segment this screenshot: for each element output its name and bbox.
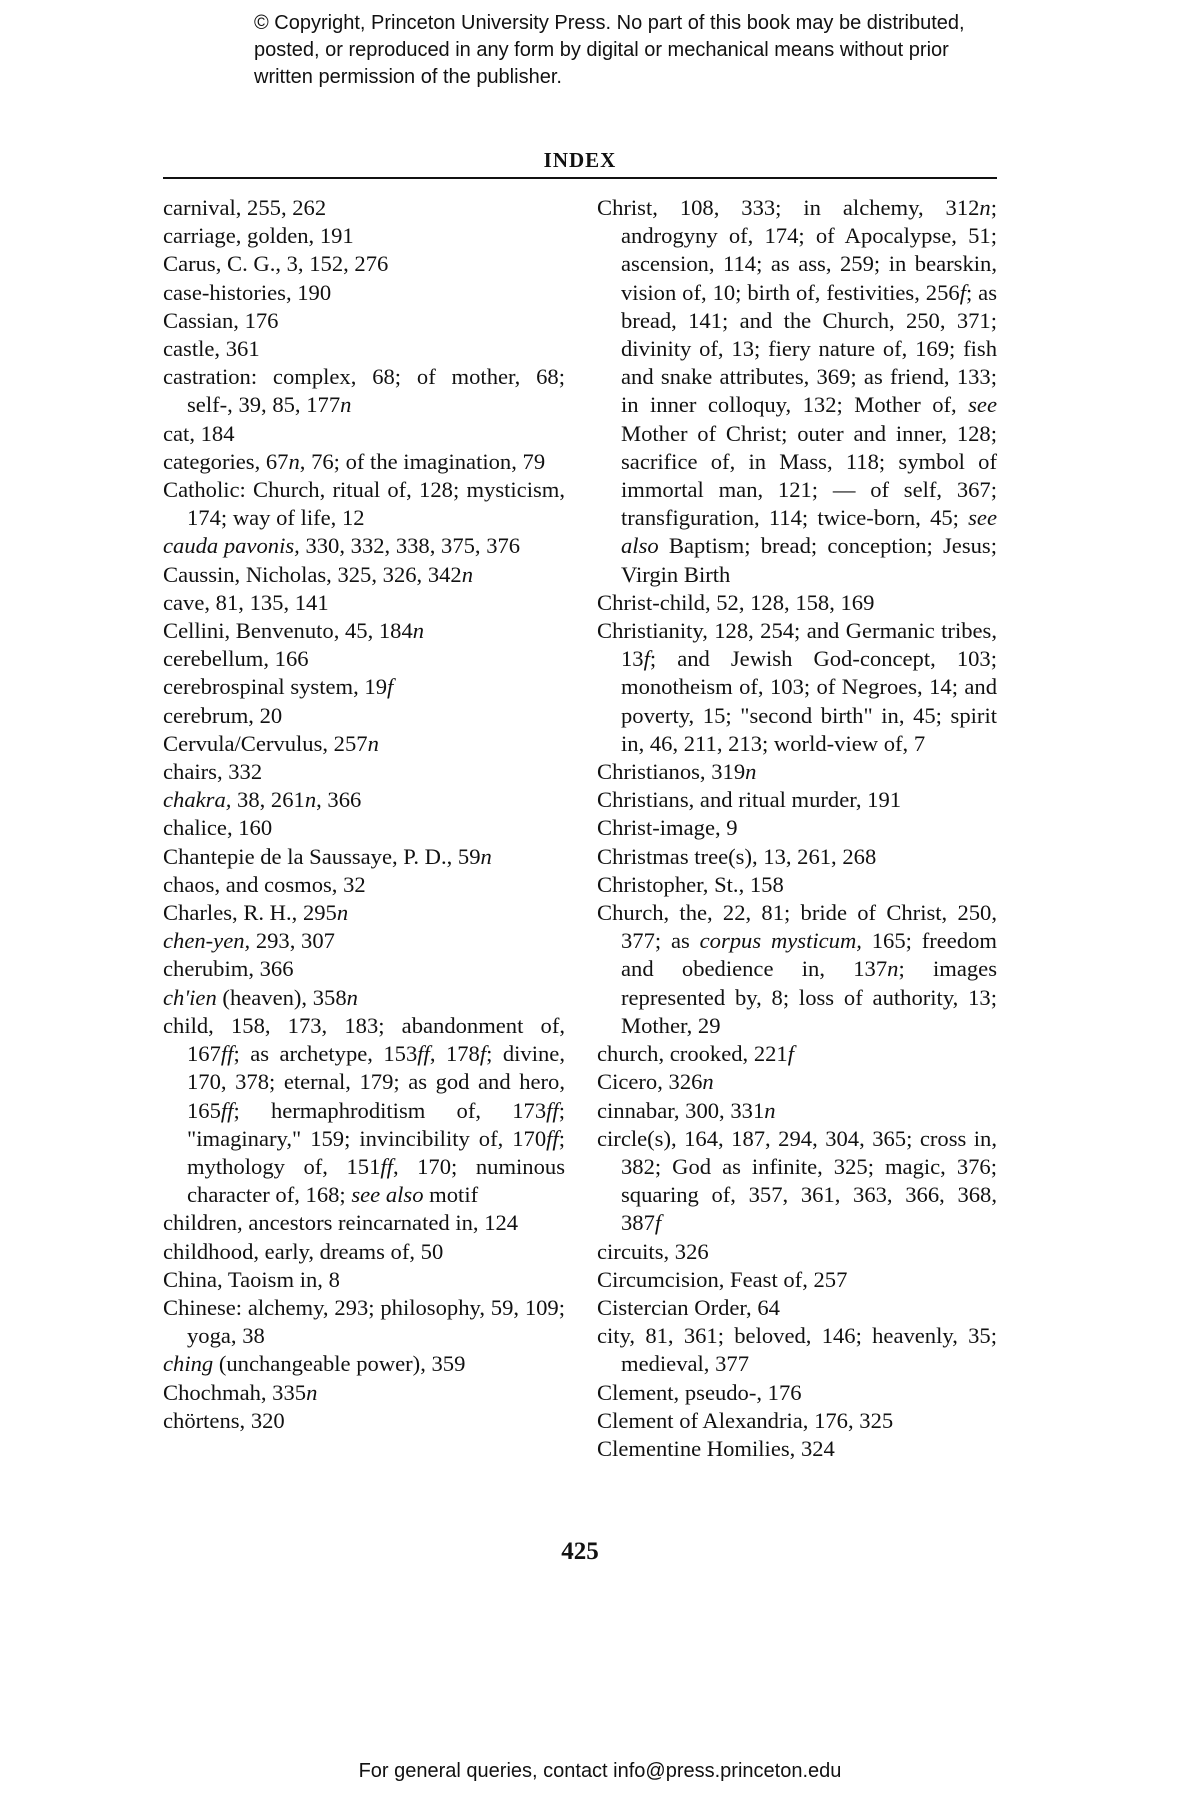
index-entry: city, 81, 361; beloved, 146; heavenly, 35; medieval, 377 <box>597 1323 997 1377</box>
index-entry: circle(s), 164, 187, 294, 304, 365; cross in, 382; God as infinite, 325; magic, 376; squaring of, 357, 361, 363, 366, 368, 387f <box>597 1125 997 1236</box>
index-entry: cerebellum, 166 <box>163 646 309 672</box>
index-entry: Christ-child, 52, 128, 158, 169 <box>597 589 875 615</box>
index-entry: Caussin, Nicholas, 325, 326, 342n <box>163 561 474 587</box>
index-entry: chalice, 160 <box>163 815 273 841</box>
index-entry: chakra, 38, 261n, 366 <box>163 787 362 813</box>
index-entry: cinnabar, 300, 331n <box>597 1097 776 1123</box>
index-entry: Chinese: alchemy, 293; philosophy, 59, 109; yoga, 38 <box>163 1294 565 1349</box>
index-entry: Cervula/Cervulus, 257n <box>163 730 379 756</box>
index-entry: Carus, C. G., 3, 152, 276 <box>163 251 389 277</box>
index-entry: cerebrum, 20 <box>163 702 283 728</box>
index-entry: Circumcision, Feast of, 257 <box>597 1266 848 1292</box>
index-entry: Charles, R. H., 295n <box>163 900 349 926</box>
index-entry: Church, the, 22, 81; bride of Christ, 250, 377; as corpus mysticum, 165; freedom and obedience in, 137n; images represented by, 8; loss of authority, 13; Mother, 29 <box>597 900 997 1038</box>
index-entry: cauda pavonis, 330, 332, 338, 375, 376 <box>163 533 521 559</box>
index-entry: Cicero, 326n <box>597 1069 714 1095</box>
index-entry: cherubim, 366 <box>163 956 294 982</box>
index-entry: carriage, golden, 191 <box>163 223 354 249</box>
index-entry: Clement of Alexandria, 176, 325 <box>597 1407 894 1433</box>
index-entry: Christopher, St., 158 <box>597 871 784 897</box>
index-entry: childhood, early, dreams of, 50 <box>163 1238 444 1264</box>
index-entry: Clement, pseudo-, 176 <box>597 1379 802 1405</box>
index-entry: Cistercian Order, 64 <box>597 1294 780 1320</box>
index-entry: cat, 184 <box>163 420 235 446</box>
index-entry: castration: complex, 68; of mother, 68; self-, 39, 85, 177n <box>163 364 565 418</box>
index-entry: cave, 81, 135, 141 <box>163 589 329 615</box>
index-entry: Clementine Homilies, 324 <box>597 1435 835 1461</box>
index-entry: case-histories, 190 <box>163 279 332 305</box>
index-entry: church, crooked, 221f <box>597 1041 795 1067</box>
index-entry: carnival, 255, 262 <box>163 195 327 220</box>
index-entry: Christmas tree(s), 13, 261, 268 <box>597 843 877 869</box>
index-entry: Christ-image, 9 <box>597 815 738 841</box>
index-entry: chen-yen, 293, 307 <box>163 928 335 954</box>
index-entry: children, ancestors reincarnated in, 124 <box>163 1210 519 1236</box>
index-left-column <box>163 194 565 1435</box>
index-entry: ching (unchangeable power), 359 <box>163 1351 466 1377</box>
index-entry: chairs, 332 <box>163 759 263 785</box>
index-entry: Christianos, 319n <box>597 759 757 785</box>
index-entry: Cellini, Benvenuto, 45, 184n <box>163 618 425 644</box>
index-title: INDEX <box>543 148 617 172</box>
page-number: 425 <box>561 1538 599 1565</box>
index-entry: child, 158, 173, 183; abandonment of, 167ff; as archetype, 153ff, 178f; divine, 170, 378; eternal, 179; as god and hero, 165ff; hermaphroditism of, 173ff; "imaginary," 159; invincibility of, 170ff; mythology of, 151ff, 170; numinous character of, 168; see also motif <box>163 1012 565 1208</box>
index-entry: ch'ien (heaven), 358n <box>163 984 358 1010</box>
index-entry: castle, 361 <box>163 336 260 362</box>
index-entry: cerebrospinal system, 19f <box>163 674 394 700</box>
index-entry: Cassian, 176 <box>163 307 279 333</box>
index-entry: categories, 67n, 76; of the imagination, 79 <box>163 448 546 474</box>
index-right-column <box>597 194 997 1463</box>
index-entry: Chantepie de la Saussaye, P. D., 59n <box>163 843 492 869</box>
footer-contact: For general queries, contact info@press.princeton.edu <box>358 1760 842 1782</box>
index-entry: chörtens, 320 <box>163 1407 285 1433</box>
copyright-notice: © Copyright, Princeton University Press. No part of this book may be distributed, posted, or reproduced in any form by digital or mechanical means without prior written permission of the publisher. <box>254 12 965 88</box>
index-entry: chaos, and cosmos, 32 <box>163 871 366 897</box>
index-entry: China, Taoism in, 8 <box>163 1266 340 1292</box>
index-entry: Chochmah, 335n <box>163 1379 318 1405</box>
index-entry: Christians, and ritual murder, 191 <box>597 787 902 813</box>
index-entry: Christ, 108, 333; in alchemy, 312n; androgyny of, 174; of Apocalypse, 51; ascension, 114; as ass, 259; in bearskin, vision of, 10; birth of, festivities, 256f; as bread, 141; and the Church, 250, 371; divinity of, 13; fiery nature of, 169; fish and snake attributes, 369; as friend, 133; in inner colloquy, 132; Mother of, see Mother of Christ; outer and inner, 128; sacrifice of, in Mass, 118; symbol of immortal man, 121; — of self, 367; transfiguration, 114; twice-born, 45; see also Baptism; bread; conception; Jesus; Virgin Birth <box>597 195 997 587</box>
index-entry: Christianity, 128, 254; and Germanic tribes, 13f; and Jewish God-concept, 103; monotheism of, 103; of Negroes, 14; and poverty, 15; "second birth" in, 45; spirit in, 46, 211, 213; world-view of, 7 <box>597 618 997 756</box>
title-rule <box>163 177 997 179</box>
index-entry: circuits, 326 <box>597 1238 709 1264</box>
index-entry: Catholic: Church, ritual of, 128; mysticism, 174; way of life, 12 <box>163 477 565 531</box>
